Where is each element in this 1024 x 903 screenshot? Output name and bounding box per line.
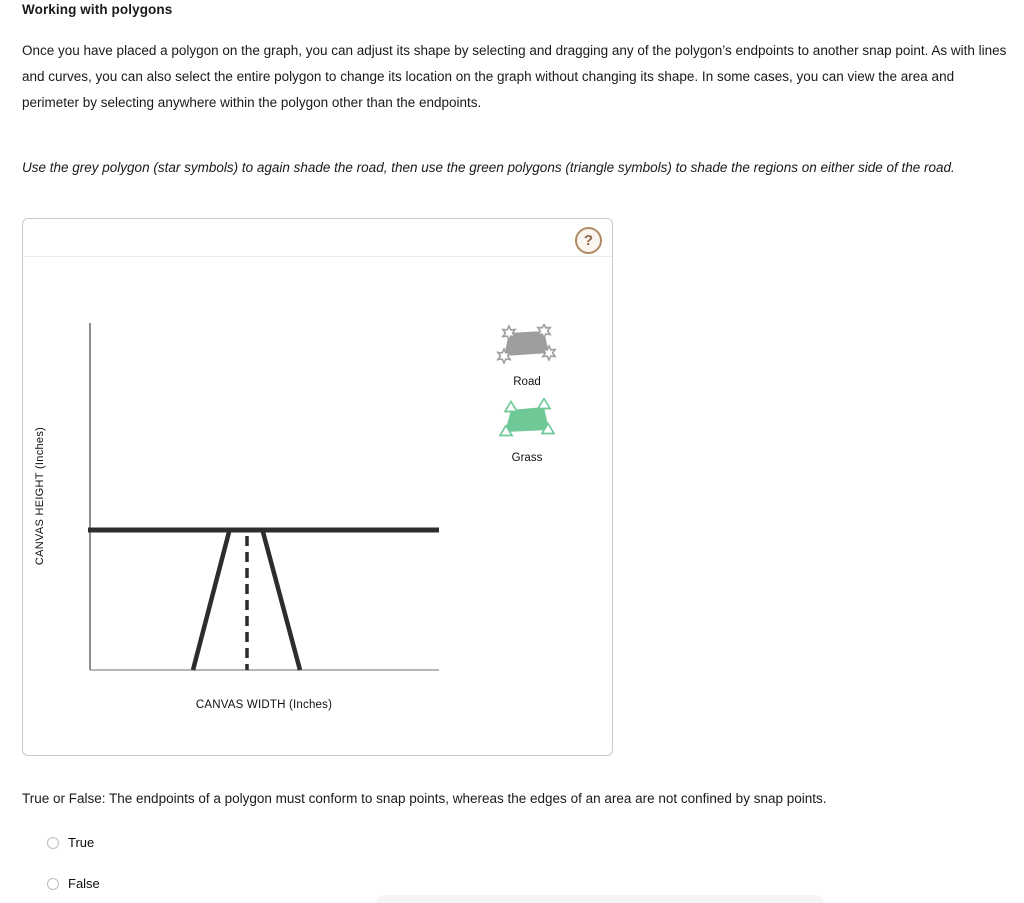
road-polygon-star-icon[interactable] — [495, 324, 559, 368]
page-title: Working with polygons — [22, 2, 173, 17]
legend-label-road: Road — [513, 376, 541, 388]
y-axis-label: CANVAS HEIGHT (Inches) — [34, 426, 46, 566]
radio-option-true[interactable] — [47, 835, 94, 850]
radio-option-false[interactable] — [47, 876, 100, 891]
radio-true-label: True — [68, 835, 95, 850]
legend-label-grass: Grass — [511, 452, 543, 464]
task-instruction: Use the grey polygon (star symbols) to again shade the road, then use the green polygons (triangle symbols) to shade the regions on either side of the road. — [22, 160, 955, 175]
help-icon[interactable]: ? — [575, 227, 602, 254]
intro-paragraph: Once you have placed a polygon on the graph, you can adjust its shape by selecting and dragging any of the polygon’s endpoints to another snap point. As with lines and curves, you can also select the entire polygon to change its location on the graph without changing its shape. In some cases, you can view the area and perimeter by selecting anywhere within the polygon other than the endpoints. — [22, 43, 1007, 110]
radio-false-label: False — [68, 876, 100, 891]
x-axis-label: CANVAS WIDTH (Inches) — [195, 699, 333, 711]
bottom-overlay-edge — [376, 895, 824, 903]
road-right-edge-line[interactable] — [263, 532, 300, 670]
graph-panel — [22, 218, 613, 756]
road-left-edge-line[interactable] — [193, 532, 229, 670]
radio-false-circle[interactable] — [47, 878, 59, 890]
radio-true-circle[interactable] — [47, 837, 59, 849]
graph-canvas[interactable] — [23, 219, 614, 757]
true-false-question: True or False: The endpoints of a polygon must conform to snap points, whereas the edges of an area are not confined by snap points. — [22, 791, 827, 806]
grass-polygon-triangle-icon[interactable] — [499, 398, 559, 440]
